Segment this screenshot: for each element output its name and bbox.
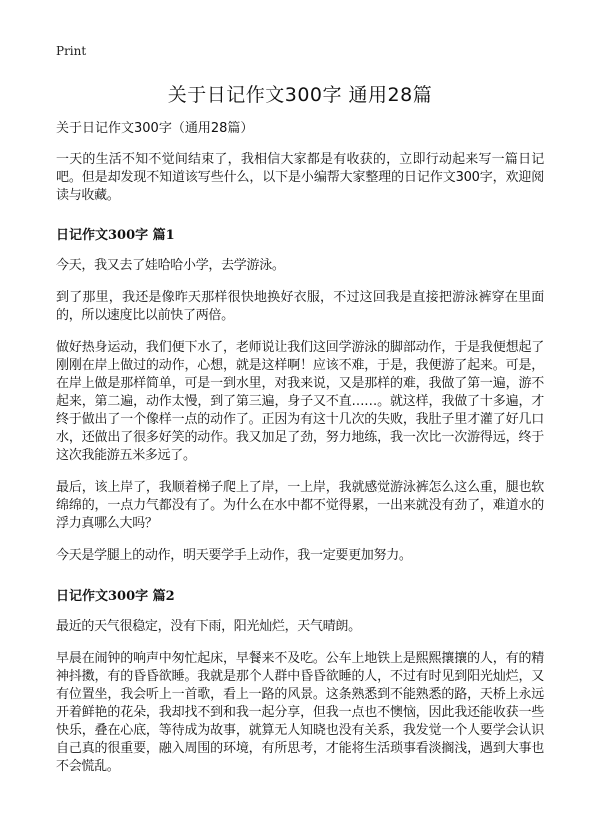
paragraph: 到了那里，我还是像昨天那样很快地换好衣服，不过这回我是直接把游泳裤穿在里面的，所以速度比以前快了两倍。 (56, 290, 544, 323)
page-title: 关于日记作文300字 通用28篇 (167, 84, 433, 106)
print-link[interactable]: Print (56, 44, 87, 58)
paragraph: 今天是学腿上的动作，明天要学手上动作，我一定要更加努力。 (56, 548, 412, 563)
paragraph: 做好热身运动，我们便下水了，老师说让我们这回学游泳的脚部动作，于是我便想起了刚刚在岸上做过的动作，心想，就是这样啊！应该不难，于是，我便游了起来。可是，在岸上做是那样简单，可是一到水里，对我来说，又是那样的难，我做了第一遍，游不起来，第二遍，动作太慢，到了第三遍，身子又不直……。就这样，我做了十多遍，才终于做出了一个像样一点的动作了。正因为有这十几次的失败，我肚子里才灌了好几口水，还做出了很多好笑的动作。我又加足了劲，努力地练，我一次比一次游得远，终于这次我能游五米多远了。 (56, 340, 544, 463)
article-subtitle: 关于日记作文300字（通用28篇） (56, 121, 254, 136)
section-heading: 日记作文300字 篇1 (56, 228, 175, 243)
paragraph: 早晨在闹钟的响声中匆忙起床，早餐来不及吃。公车上地铁上是熙熙攘攘的人，有的精神抖擞，有的昏昏欲睡。我就是那个人群中昏昏欲睡的人，不过有时见到阳光灿烂，又有位置坐，我会听上一首歌，看上一路的风景。这条熟悉到不能熟悉的路，天桥上永远开着鲜艳的花朵，我却找不到和我一起分享，但我一点也不懊恼，因此我还能收获一些快乐，叠在心底，等待成为故事，就算无人知晓也没有关系，我发觉一个人要学会认识自己真的很重要，融入周围的环境，有所思考，才能将生活琐事看淡搁浅，遇到大事也不会慌乱。 (56, 651, 544, 774)
section-heading: 日记作文300字 篇2 (56, 589, 175, 604)
article-body (56, 120, 544, 790)
paragraph: 今天，我又去了娃哈哈小学，去学游泳。 (56, 258, 285, 273)
paragraph: 最后，该上岸了，我顺着梯子爬上了岸，一上岸，我就感觉游泳裤怎么这么重，腿也软绵绵的，一点力气都没有了。为什么在水中都不觉得累，一出来就没有劲了，难道水的浮力真哪么大吗？ (56, 480, 544, 531)
paragraph: 最近的天气很稳定，没有下雨，阳光灿烂，天气晴朗。 (56, 619, 361, 634)
intro-paragraph: 一天的生活不知不觉间结束了，我相信大家都是有收获的，立即行动起来写一篇日记吧。但是却发现不知道该写些什么，以下是小编帮大家整理的日记作文300字，欢迎阅读与收藏。 (56, 152, 544, 203)
